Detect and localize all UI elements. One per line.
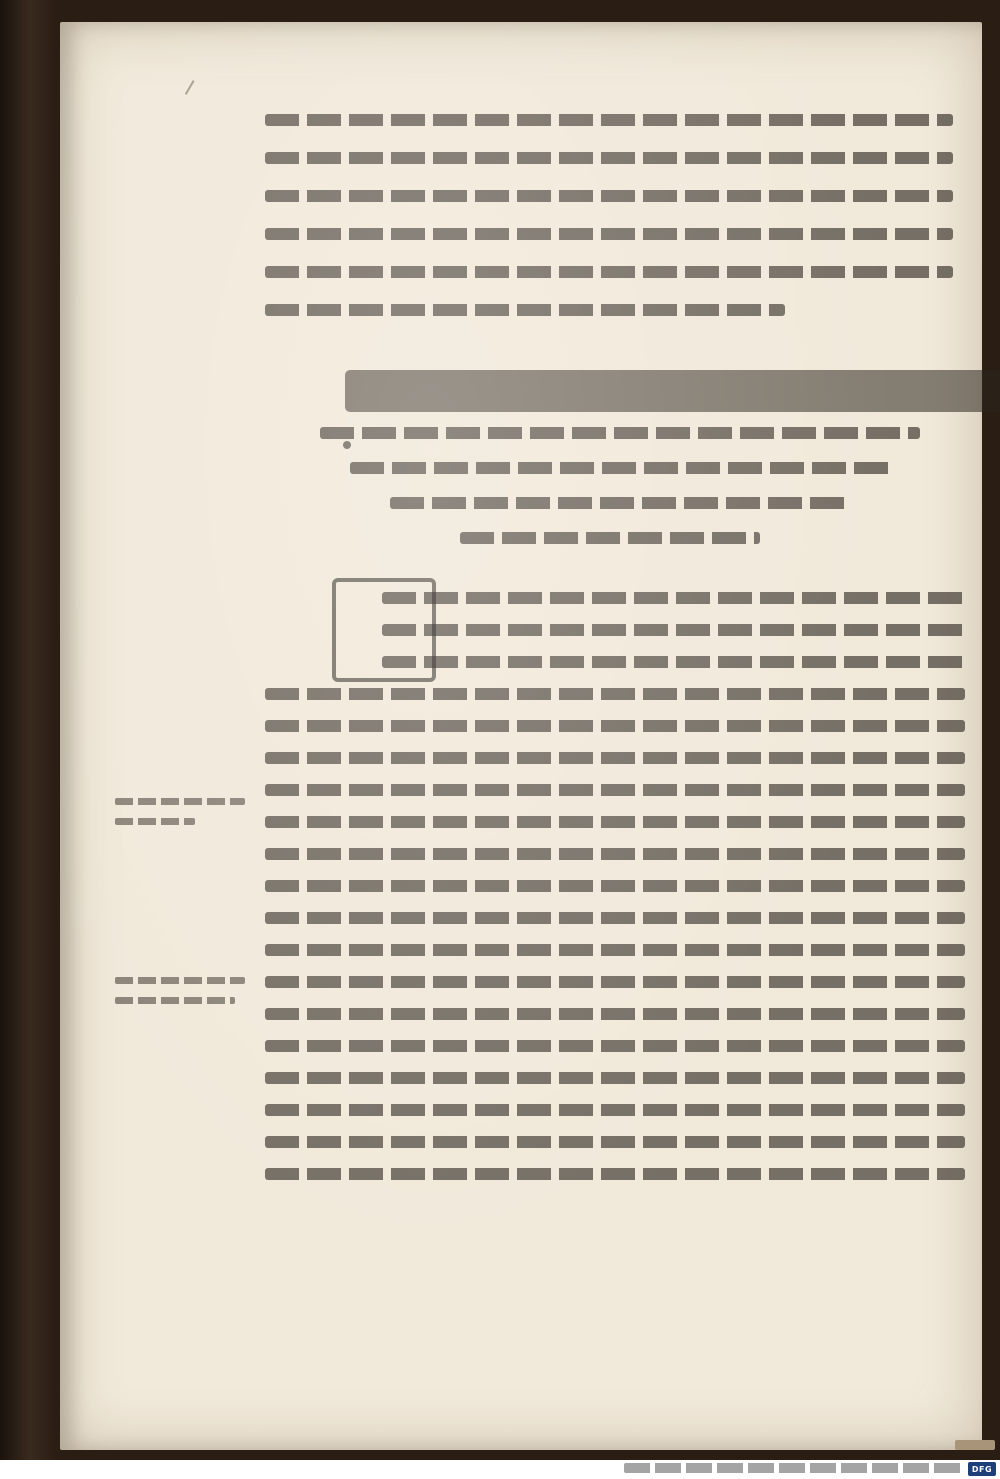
marginal-note xyxy=(115,818,195,825)
text-line xyxy=(265,266,953,278)
text-line xyxy=(265,114,953,126)
text-line xyxy=(265,1008,965,1020)
text-line xyxy=(382,656,965,668)
text-line xyxy=(265,1040,965,1052)
footer-credit xyxy=(624,1463,964,1473)
text-line xyxy=(265,848,965,860)
text-line xyxy=(265,944,965,956)
text-line xyxy=(265,976,965,988)
text-line xyxy=(265,912,965,924)
text-line xyxy=(265,1104,965,1116)
text-line xyxy=(350,462,890,474)
text-line xyxy=(320,427,920,439)
marginal-note xyxy=(115,977,245,984)
text-line xyxy=(265,152,953,164)
marginal-note xyxy=(115,798,245,805)
page-edge-mark xyxy=(955,1440,995,1450)
text-line xyxy=(265,816,965,828)
text-line xyxy=(265,228,953,240)
text-line xyxy=(382,624,965,636)
text-line xyxy=(265,784,965,796)
text-line xyxy=(382,592,965,604)
marginal-note xyxy=(115,997,235,1004)
text-line xyxy=(265,752,965,764)
text-line xyxy=(265,1168,965,1180)
text-line xyxy=(460,532,760,544)
text-line xyxy=(265,1072,965,1084)
text-line xyxy=(265,880,965,892)
footer-bar xyxy=(0,1460,1000,1479)
text-line xyxy=(265,304,785,316)
text-line xyxy=(265,720,965,732)
section-heading xyxy=(345,370,1000,412)
pen-mark xyxy=(185,80,203,100)
hand-mark xyxy=(343,441,351,449)
book-page xyxy=(60,22,982,1450)
text-line xyxy=(265,1136,965,1148)
text-line xyxy=(390,497,850,509)
text-line xyxy=(265,190,953,202)
text-line xyxy=(265,688,965,700)
dfg-logo xyxy=(968,1462,996,1476)
